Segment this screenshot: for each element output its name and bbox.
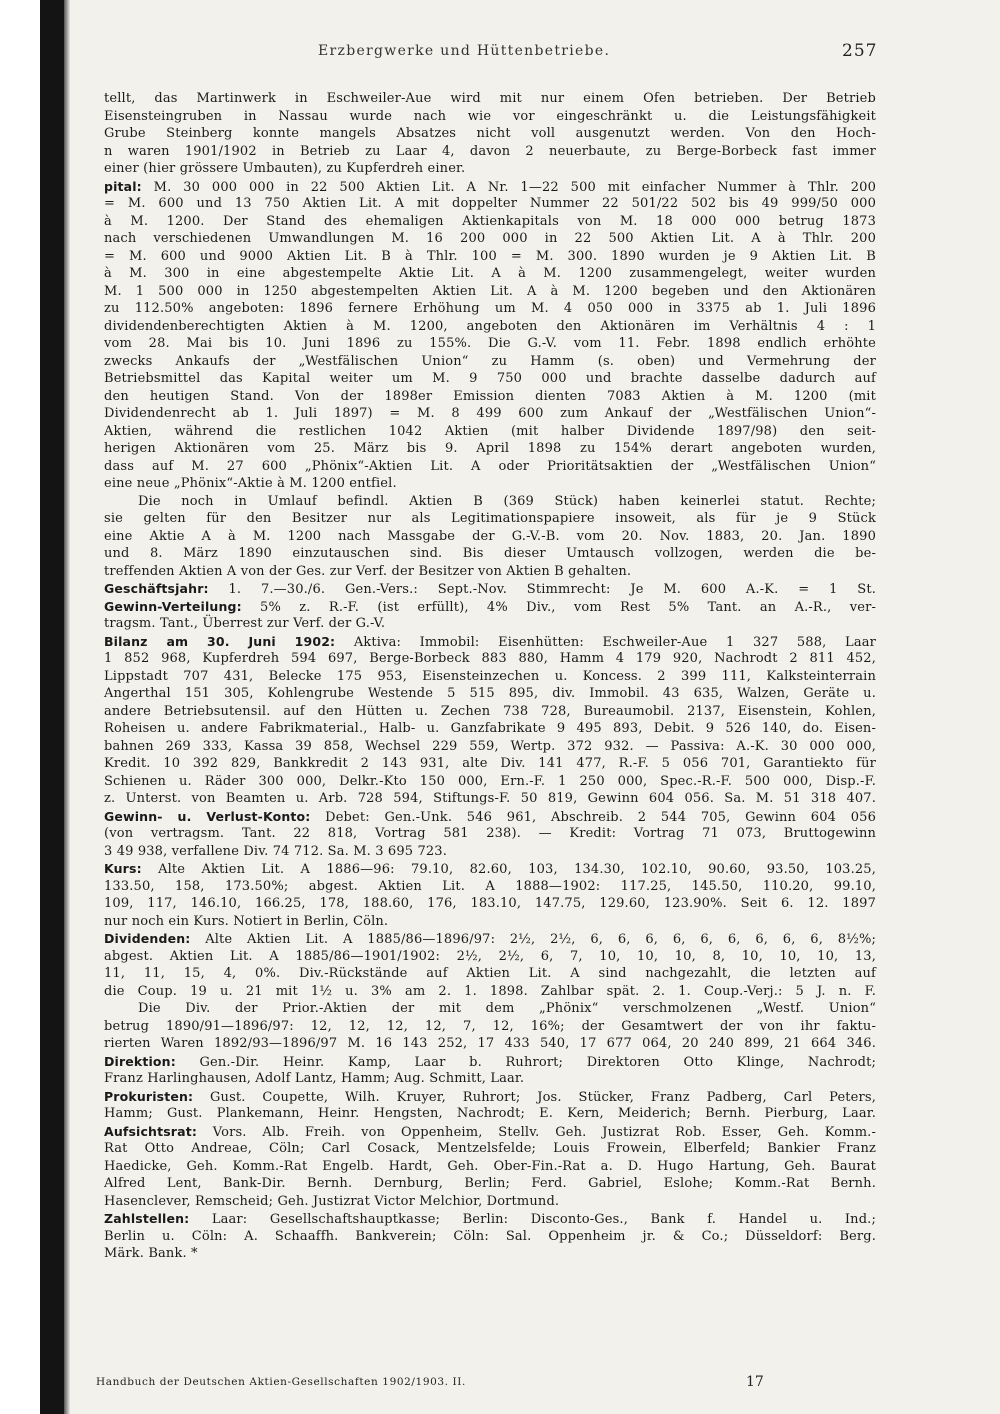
page-footer: [96, 1374, 776, 1394]
text-line: rierten Waren 1892/93—1896/97 M. 16 143 252, 17 433 540, 17 677 064, 20 240 899, 21 664 346.: [104, 1036, 876, 1051]
text-line: Angerthal 151 305, Kohlengrube Westende 5 515 895, div. Immobil. 43 635, Walzen, Geräte u.: [104, 686, 876, 701]
page-number: 257: [842, 41, 878, 61]
text-line: den heutigen Stand. Von der 1898er Emission dienten 7083 Aktien à M. 1200 (mit: [104, 388, 876, 404]
text-line: Aktien, während die restlichen 1042 Aktien (mit halber Dividende 1897/98) den seit-: [104, 423, 876, 439]
text-line: Die Div. der Prior.-Aktien der mit dem „Phönix“ verschmolzenen „Westf. Union“: [138, 1001, 876, 1016]
book-gutter: [0, 0, 66, 1414]
text-line: Haedicke, Geh. Komm.-Rat Engelb. Hardt, Geh. Ober-Fin.-Rat a. D. Hugo Hartung, Geh. Baurat: [104, 1158, 876, 1174]
text-line: Die noch in Umlauf befindl. Aktien B (369 Stück) haben keinerlei statut. Rechte;: [138, 493, 876, 509]
text-line: Gewinn-Verteilung: 5% z. R.-F. (ist erfüllt), 4% Div., vom Rest 5% Tant. an A.-R., ver-: [104, 598, 876, 615]
section-keyword: Gewinn- u. Verlust-Konto:: [104, 808, 311, 824]
text-line: bahnen 269 333, Kassa 39 858, Wechsel 229 559, Wertp. 372 932. — Passiva: A.-K. 30 000 000,: [104, 738, 876, 754]
text-line: Märk. Bank. *: [104, 1246, 198, 1261]
text-line: 3 49 938, verfallene Div. 74 712. Sa. M. 3 695 723.: [104, 843, 448, 859]
text-line: Eisensteingruben in Nassau wurde nach wie vor eingeschränkt u. die Leistungsfähigkeit: [104, 108, 876, 124]
text-line: zu 112.50% angeboten: 1896 fernere Erhöhung um M. 4 050 000 in 3375 ab 1. Juli 1896: [104, 301, 876, 316]
text-line: (von vertragsm. Tant. 22 818, Vortrag 581 238). — Kredit: Vortrag 71 073, Bruttogewinn: [104, 826, 876, 841]
text-line: Geschäftsjahr: 1. 7.—30./6. Gen.-Vers.: Sept.-Nov. Stimmrecht: Je M. 600 A.-K. = 1 St.: [104, 581, 876, 597]
text-line: Hamm; Gust. Plankemann, Heinr. Hengsten, Nachrodt; E. Kern, Meiderich; Bernh. Pierburg, Laar.: [104, 1106, 876, 1121]
text-line: die Coup. 19 u. 21 mit 1½ u. 3% am 2. 1. 1898. Zahlbar spät. 2. 1. Coup.-Verj.: 5 J. n. F.: [104, 983, 876, 999]
text-line: à M. 1200. Der Stand des ehemaligen Aktienkapitals von M. 18 000 000 betrug 1873: [104, 213, 876, 229]
text-line: andere Betriebsutensil. auf den Hütten u. Zechen 738 728, Bureaumobil. 2137, Eisenstein, Kohlen,: [104, 703, 876, 719]
section-keyword: Dividenden:: [104, 931, 191, 946]
text-line: Rat Otto Andreae, Cöln; Carl Cosack, Mentzelsfelde; Louis Frowein, Elberfeld; Bankier Franz: [104, 1141, 876, 1156]
text-line: betrug 1890/91—1896/97: 12, 12, 12, 12, 7, 12, 16%; der Gesamtwert der von ihr faktu-: [104, 1018, 876, 1034]
text-line: und 8. März 1890 einzutauschen sind. Bis dieser Umtausch vollzogen, werden die be-: [104, 546, 876, 561]
text-line: Lippstadt 707 431, Belecke 175 953, Eisensteinzechen u. Koncess. 2 399 111, Kalksteinterrain: [104, 668, 876, 684]
section-keyword: Direktion:: [104, 1053, 176, 1069]
text-line: Schienen u. Räder 300 000, Delkr.-Kto 150 000, Ern.-F. 1 250 000, Spec.-R.-F. 500 000, Disp.-F.: [104, 773, 876, 789]
text-line: dividendenberechtigten Aktien à M. 1200, angeboten den Aktionären im Verhältnis 4 : 1: [104, 318, 876, 334]
text-line: Franz Harlinghausen, Adolf Lantz, Hamm; Aug. Schmitt, Laar.: [104, 1071, 525, 1086]
text-line: Roheisen u. andere Fabrikmaterial., Halb- u. Ganzfabrikate 9 495 893, Debit. 9 526 140, do. Eisen-: [104, 721, 876, 736]
text-line: tellt, das Martinwerk in Eschweiler-Aue wird mit nur einem Ofen betrieben. Der Betrieb: [104, 91, 876, 106]
text-line: dass auf M. 27 600 „Phönix“-Aktien Lit. A oder Prioritätsaktien der „Westfälischen Union“: [104, 458, 876, 474]
document-body: [104, 90, 876, 1263]
text-line: Berlin u. Cöln: A. Schaaffh. Bankverein; Cöln: Sal. Oppenheim jr. & Co.; Düsseldorf: Berg.: [104, 1228, 876, 1244]
text-line: Alfred Lent, Bank-Dir. Bernh. Dernburg, Berlin; Ferd. Gabriel, Eslohe; Komm.-Rat Bernh.: [104, 1176, 876, 1191]
text-line: Zahlstellen: Laar: Gesellschaftshauptkasse; Berlin: Disconto-Ges., Bank f. Handel u. Ind.;: [104, 1211, 876, 1227]
text-line: Kurs: Alte Aktien Lit. A 1886—96: 79.10, 82.60, 103, 134.30, 102.10, 90.60, 93.50, 103.25,: [104, 861, 876, 877]
section-keyword: Geschäftsjahr:: [104, 581, 209, 596]
text-line: à M. 300 in eine abgestempelte Aktie Lit. A à M. 1200 zusammengelegt, weiter wurden: [104, 266, 876, 281]
text-line: M. 1 500 000 in 1250 abgestempelten Aktien Lit. A à M. 1200 begeben und den Aktionären: [104, 283, 876, 299]
page-edge: [64, 0, 70, 1414]
running-header: [0, 43, 1000, 63]
section-keyword: Kurs:: [104, 861, 142, 876]
text-line: sie gelten für den Besitzer nur als Legitimationspapiere insoweit, als für je 9 Stück: [104, 511, 876, 526]
text-line: eine Aktie A à M. 1200 nach Massgabe der G.-V.-B. vom 20. Nov. 1883, 20. Jan. 1890: [104, 528, 876, 544]
text-line: n waren 1901/1902 in Betrieb zu Laar 4, davon 2 neuerbaute, zu Berge-Borbeck fast immer: [104, 143, 876, 159]
text-line: 1 852 968, Kupferdreh 594 697, Berge-Borbeck 883 880, Hamm 4 179 920, Nachrodt 2 811 452,: [104, 651, 876, 666]
section-keyword: Zahlstellen:: [104, 1211, 190, 1226]
text-line: = M. 600 und 9000 Aktien Lit. B à Thlr. 100 = M. 300. 1890 wurden je 9 Aktien Lit. B: [104, 248, 876, 264]
text-line: z. Unterst. von Beamten u. Arb. 728 594, Stiftungs-F. 50 819, Gewinn 604 056. Sa. M. 51 318 407.: [104, 791, 876, 806]
text-line: Gewinn- u. Verlust-Konto: Debet: Gen.-Unk. 546 961, Abschreib. 2 544 705, Gewinn 604 056: [104, 808, 877, 825]
text-line: eine neue „Phönix“-Aktie à M. 1200 entfiel.: [104, 476, 397, 491]
text-line: nach verschiedenen Umwandlungen M. 16 200 000 in 22 500 Aktien Lit. A à Thlr. 200: [104, 231, 876, 246]
text-line: vom 28. Mai bis 10. Juni 1896 zu 155%. Die G.-V. vom 11. Febr. 1898 endlich erhöhte: [104, 336, 876, 351]
text-line: Dividendenrecht ab 1. Juli 1897) = M. 8 499 600 zum Ankauf der „Westfälischen Union“-: [104, 406, 876, 421]
section-keyword: Gewinn-Verteilung:: [104, 598, 242, 614]
text-line: nur noch ein Kurs. Notiert in Berlin, Cöln.: [104, 913, 389, 929]
text-line: pital: M. 30 000 000 in 22 500 Aktien Lit. A Nr. 1—22 500 mit einfacher Nummer à Thlr. 200: [104, 178, 876, 195]
text-line: zwecks Ankaufs der „Westfälischen Union“ zu Hamm (s. oben) und Vermehrung der: [104, 353, 876, 369]
sheet-number: 17: [746, 1374, 764, 1390]
text-line: Hasenclever, Remscheid; Geh. Justizrat Victor Melchior, Dortmund.: [104, 1193, 560, 1209]
text-line: Dividenden: Alte Aktien Lit. A 1885/86—1896/97: 2½, 2½, 6, 6, 6, 6, 6, 6, 6, 6, 6, 8½%;: [104, 931, 876, 947]
text-line: Kredit. 10 392 829, Bankkredit 2 143 931, alte Div. 141 477, R.-F. 5 056 701, Garantiekto für: [104, 756, 876, 771]
binding-shadow: [40, 0, 64, 1414]
text-line: Betriebsmittel das Kapital weiter um M. 9 750 000 und brachte dasselbe dadurch auf: [104, 371, 876, 386]
text-line: = M. 600 und 13 750 Aktien Lit. A mit doppelter Nummer 22 501/22 502 bis 49 999/50 000: [104, 196, 876, 211]
text-line: treffenden Aktien A von der Ges. zur Verf. der Besitzer von Aktien B gehalten.: [104, 563, 632, 579]
text-line: abgest. Aktien Lit. A 1885/86—1901/1902: 2½, 2½, 6, 7, 10, 10, 10, 8, 10, 10, 10, 13,: [104, 948, 876, 964]
section-keyword: Aufsichtsrat:: [104, 1123, 197, 1139]
text-line: 11, 11, 15, 4, 0%. Div.-Rückstände auf Aktien Lit. A sind nachgezahlt, die letzten auf: [104, 966, 876, 981]
text-line: einer (hier grössere Umbauten), zu Kupferdreh einer.: [104, 161, 466, 176]
text-line: Bilanz am 30. Juni 1902: Aktiva: Immobil: Eisenhütten: Eschweiler-Aue 1 327 588, Laar: [104, 633, 876, 650]
text-line: Prokuristen: Gust. Coupette, Wilh. Kruyer, Ruhrort; Jos. Stücker, Franz Padberg, Carl Peters,: [104, 1088, 876, 1105]
text-line: Aufsichtsrat: Vors. Alb. Freih. von Oppenheim, Stellv. Geh. Justizrat Rob. Esser, Geh. Komm.-: [104, 1123, 876, 1140]
text-line: Direktion: Gen.-Dir. Heinr. Kamp, Laar b. Ruhrort; Direktoren Otto Klinge, Nachrodt;: [104, 1053, 876, 1070]
text-line: 109, 117, 146.10, 166.25, 178, 188.60, 176, 183.10, 147.75, 129.60, 123.90%. Seit 6. 12. 1897: [104, 896, 876, 911]
section-keyword: pital:: [104, 178, 142, 194]
section-keyword: Bilanz am 30. Juni 1902:: [104, 633, 336, 649]
text-line: 133.50, 158, 173.50%; abgest. Aktien Lit. A 1888—1902: 117.25, 145.50, 110.20, 99.10,: [104, 878, 876, 894]
section-keyword: Prokuristen:: [104, 1088, 194, 1104]
text-line: herigen Aktionären vom 25. März bis 9. April 1898 zu 154% derart angeboten wurden,: [104, 441, 876, 456]
publication-title: Handbuch der Deutschen Aktien-Gesellschaften 1902/1903. II.: [96, 1376, 466, 1388]
text-line: tragsm. Tant., Überrest zur Verf. der G.-V.: [104, 616, 386, 631]
running-title: Erzbergwerke und Hüttenbetriebe.: [318, 43, 611, 59]
text-line: Grube Steinberg konnte mangels Absatzes nicht voll ausgenutzt werden. Von den Hoch-: [104, 126, 876, 141]
